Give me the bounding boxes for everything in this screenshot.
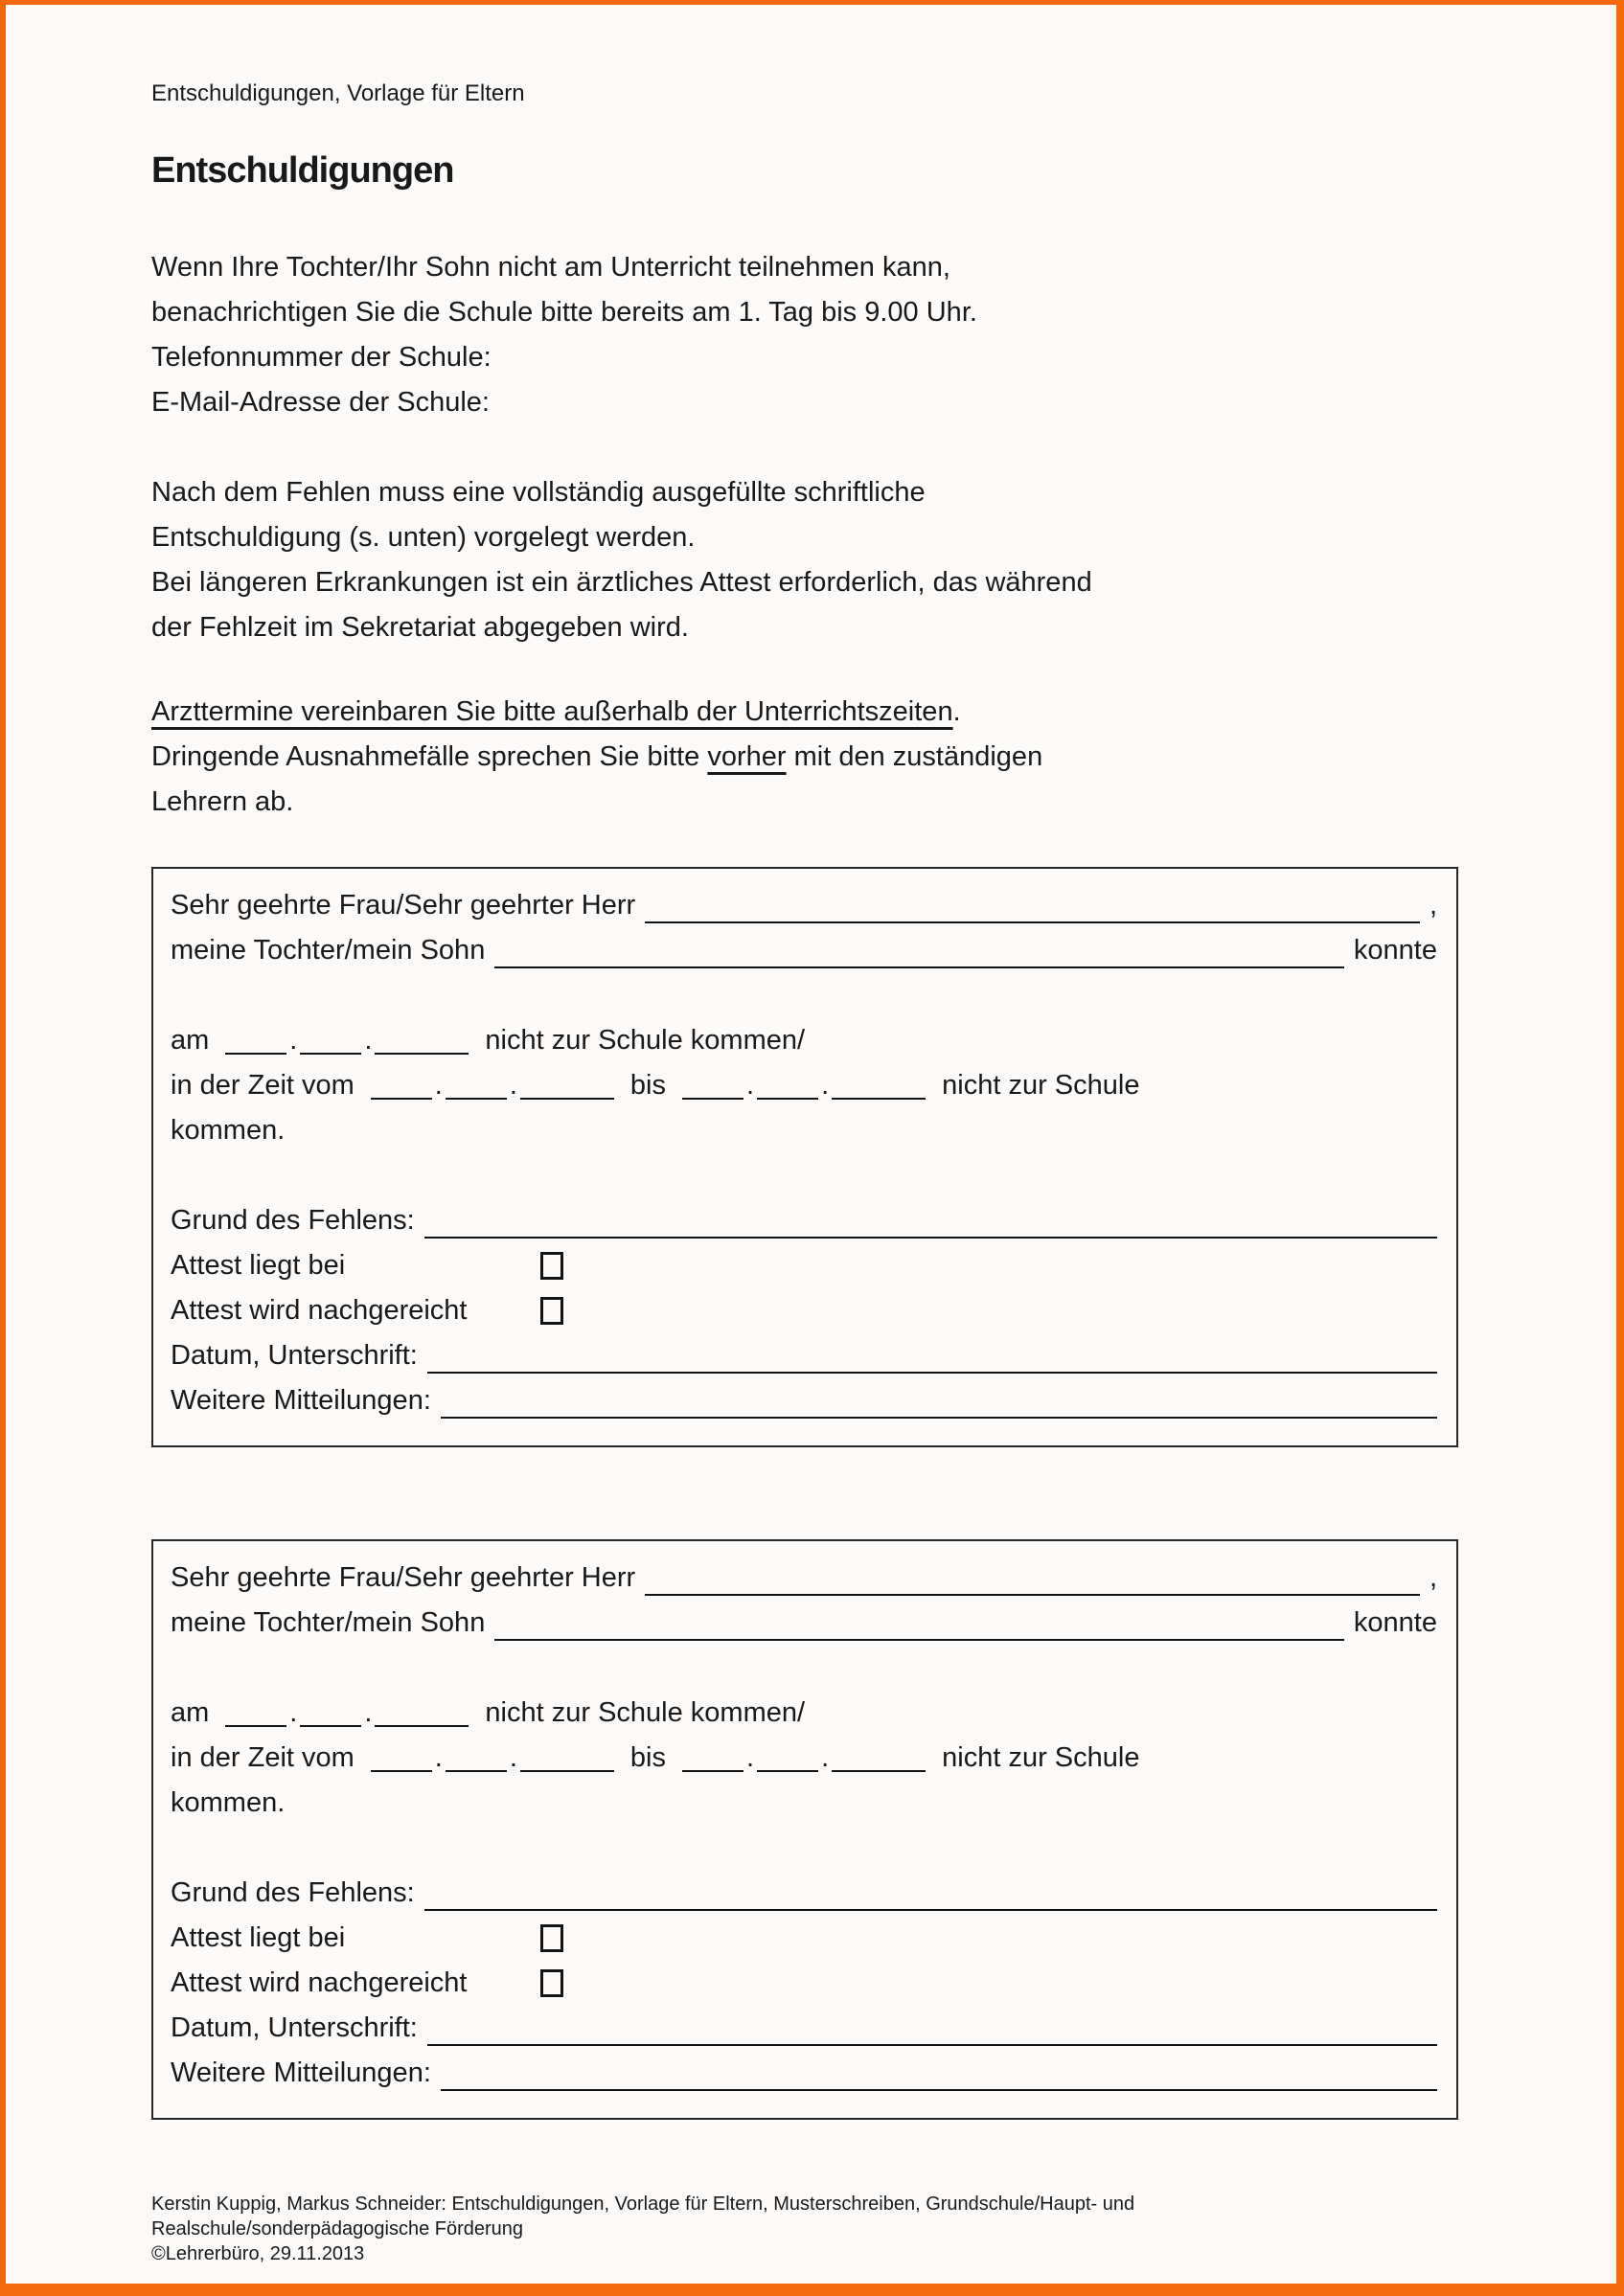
reason-label: Grund des Fehlens: <box>171 1877 415 1908</box>
year-blank-field <box>375 1725 469 1727</box>
attest-enclosed-line <box>171 1243 1437 1288</box>
to-month-blank-field <box>757 1770 818 1772</box>
intro-line: benachrichtigen Sie die Schule bitte bereits am 1. Tag bis 9.00 Uhr. <box>151 297 977 328</box>
month-blank-field <box>300 1725 361 1727</box>
from-year-blank-field <box>520 1770 614 1772</box>
signature-label: Datum, Unterschrift: <box>171 1340 418 1371</box>
day-blank-field <box>225 1053 286 1055</box>
single-date-line: am . . nicht zur Schule kommen/ <box>171 1697 806 1728</box>
date-range-line: in der Zeit vom . . bis . . nicht zur Schule <box>171 1070 1140 1101</box>
salutation-line <box>171 1556 1437 1601</box>
excuse-form-box-2 <box>151 1539 1458 2120</box>
single-date-line: am . . nicht zur Schule kommen/ <box>171 1025 806 1056</box>
child-name-blank-field <box>494 1601 1344 1641</box>
signature-blank-field <box>427 2006 1437 2046</box>
rules-line: Bei längeren Erkrankungen ist ein ärztliches Attest erforderlich, das während <box>151 567 1092 598</box>
from-day-blank-field <box>371 1770 432 1772</box>
to-day-blank-field <box>682 1098 743 1100</box>
attest-later-checkbox-icon <box>540 1969 563 1997</box>
from-year-blank-field <box>520 1098 614 1100</box>
name-blank-field <box>645 883 1420 923</box>
from-month-blank-field <box>446 1770 507 1772</box>
signature-blank-field <box>427 1333 1437 1374</box>
notes-label: Weitere Mitteilungen: <box>171 1385 431 1416</box>
name-blank-field <box>645 1556 1420 1596</box>
underlined-sentence: Arzttermine vereinbaren Sie bitte außerhalb der Unterrichtszeiten <box>151 696 953 727</box>
to-year-blank-field <box>832 1770 926 1772</box>
signature-line <box>171 2006 1437 2051</box>
month-blank-field <box>300 1053 361 1055</box>
child-name-line <box>171 928 1437 973</box>
salutation-comma: , <box>1429 1562 1437 1593</box>
attest-enclosed-label: Attest liegt bei <box>171 1250 346 1281</box>
notes-label: Weitere Mitteilungen: <box>171 2057 431 2088</box>
school-phone-label: Telefonnummer der Schule: <box>151 342 492 373</box>
rules-line: der Fehlzeit im Sekretariat abgegeben wird. <box>151 612 689 643</box>
year-blank-field <box>375 1053 469 1055</box>
document-header-label: Entschuldigungen, Vorlage für Eltern <box>151 80 525 106</box>
absence-rules-paragraph <box>151 470 1458 650</box>
page-title: Entschuldigungen <box>151 150 454 191</box>
notes-line <box>171 1378 1437 1423</box>
to-day-blank-field <box>682 1770 743 1772</box>
reason-label: Grund des Fehlens: <box>171 1205 415 1236</box>
notes-line <box>171 2051 1437 2096</box>
to-month-blank-field <box>757 1098 818 1100</box>
intro-paragraph <box>151 245 1458 425</box>
appointments-paragraph <box>151 690 1458 825</box>
footer-line: Realschule/sonderpädagogische Förderung <box>151 2218 524 2239</box>
from-day-blank-field <box>371 1098 432 1100</box>
child-name-blank-field <box>494 928 1344 968</box>
rules-line: Entschuldigung (s. unten) vorgelegt werden. <box>151 522 696 553</box>
attest-later-label: Attest wird nachgereicht <box>171 1967 468 1998</box>
salutation-label: Sehr geehrte Frau/Sehr geehrter Herr <box>171 1562 636 1593</box>
footer-line: Kerstin Kuppig, Markus Schneider: Entschuldigungen, Vorlage für Eltern, Musterschreiben, Grundschule/Haupt- und <box>151 2194 1135 2215</box>
notes-blank-field <box>441 1378 1437 1419</box>
appointments-line <box>151 690 1458 735</box>
child-name-line <box>171 1601 1437 1646</box>
school-email-label: E-Mail-Adresse der Schule: <box>151 387 490 418</box>
salutation-label: Sehr geehrte Frau/Sehr geehrter Herr <box>171 890 636 921</box>
reason-blank-field <box>424 1198 1437 1239</box>
excuse-form-box-1 <box>151 867 1458 1447</box>
from-month-blank-field <box>446 1098 507 1100</box>
date-range-line: in der Zeit vom . . bis . . nicht zur Schule <box>171 1742 1140 1773</box>
footer-copyright: ©Lehrerbüro, 29.11.2013 <box>151 2243 365 2264</box>
signature-line <box>171 1333 1437 1378</box>
reason-line <box>171 1198 1437 1243</box>
underlined-word-vorher: vorher <box>707 741 787 772</box>
attest-enclosed-checkbox-icon <box>540 1924 563 1952</box>
notes-blank-field <box>441 2051 1437 2091</box>
attest-later-checkbox-icon <box>540 1297 563 1325</box>
attest-later-line <box>171 1288 1437 1333</box>
rules-line: Nach dem Fehlen muss eine vollständig ausgefüllte schriftliche <box>151 477 926 508</box>
document-footer <box>151 2192 1134 2266</box>
attest-later-label: Attest wird nachgereicht <box>171 1295 468 1326</box>
range-tail-line: kommen. <box>171 1787 286 1818</box>
reason-blank-field <box>424 1871 1437 1911</box>
child-label: meine Tochter/mein Sohn <box>171 1607 486 1638</box>
attest-enclosed-line <box>171 1916 1437 1961</box>
signature-label: Datum, Unterschrift: <box>171 2012 418 2043</box>
document-content <box>151 5 1458 2120</box>
attest-later-line <box>171 1961 1437 2006</box>
range-tail-line: kommen. <box>171 1115 286 1146</box>
appointments-line: Dringende Ausnahmefälle sprechen Sie bitte vorher mit den zuständigen <box>151 741 1043 772</box>
intro-line: Wenn Ihre Tochter/Ihr Sohn nicht am Unterricht teilnehmen kann, <box>151 252 950 283</box>
attest-enclosed-checkbox-icon <box>540 1252 563 1280</box>
to-year-blank-field <box>832 1098 926 1100</box>
appointments-line: Lehrern ab. <box>151 786 294 817</box>
sentence-period: . <box>952 696 961 727</box>
child-suffix: konnte <box>1353 935 1437 966</box>
child-suffix: konnte <box>1353 1607 1437 1638</box>
salutation-comma: , <box>1429 890 1437 921</box>
salutation-line <box>171 883 1437 928</box>
reason-line <box>171 1871 1437 1916</box>
attest-enclosed-label: Attest liegt bei <box>171 1922 346 1953</box>
day-blank-field <box>225 1725 286 1727</box>
child-label: meine Tochter/mein Sohn <box>171 935 486 966</box>
